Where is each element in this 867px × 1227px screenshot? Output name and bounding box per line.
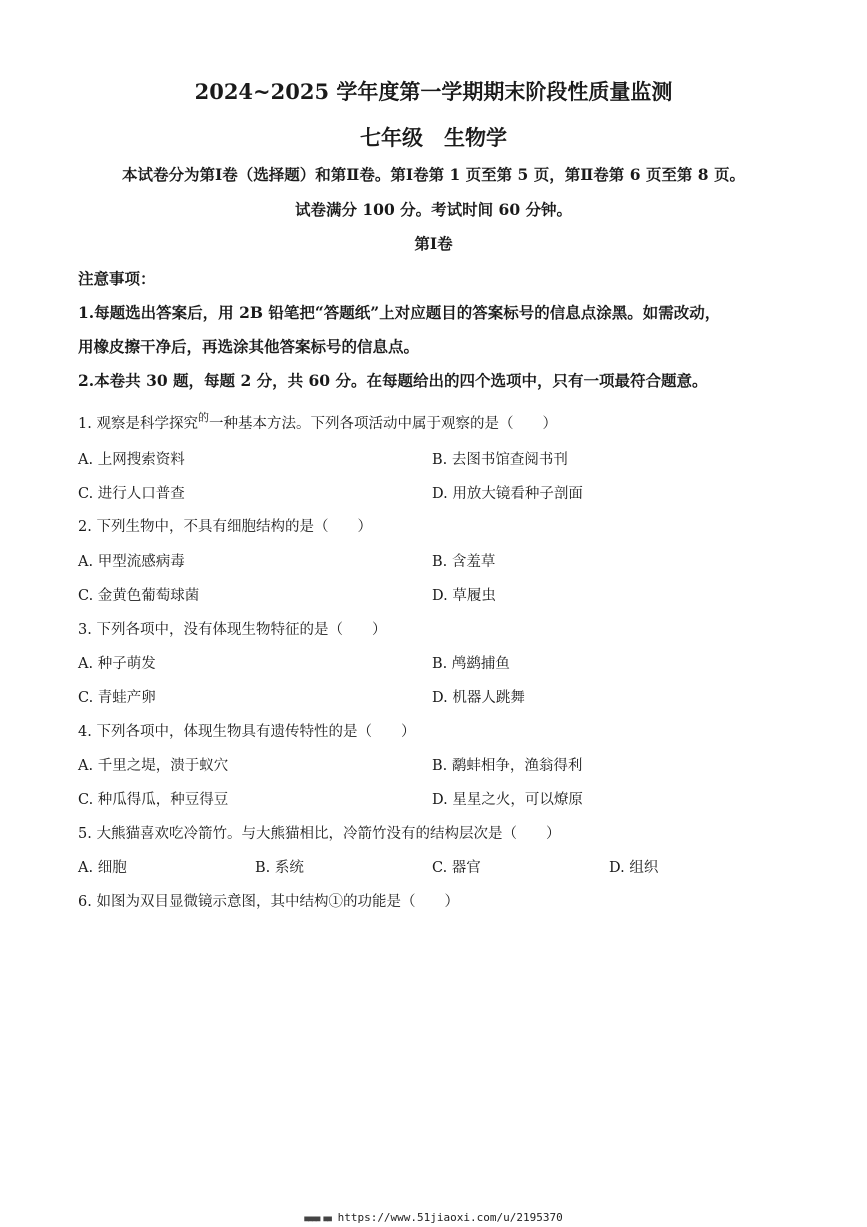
question-3-option-a: A. 种子萌发 xyxy=(78,656,156,672)
question-4-option-d: D. 星星之火，可以燎原 xyxy=(432,792,583,808)
question-3-option-c: C. 青蛙产卵 xyxy=(78,690,156,706)
question-3-option-d: D. 机器人跳舞 xyxy=(432,690,525,706)
question-1-option-a: A. 上网搜索资料 xyxy=(78,452,185,468)
question-4-stem: 4. 下列各项中，体现生物具有遗传特性的是（ ） xyxy=(78,724,416,740)
question-2-option-c: C. 金黄色葡萄球菌 xyxy=(78,588,200,604)
notes-item-1-line-1: 1.每题选出答案后，用 2B 铅笔把“答题纸”上对应题目的答案标号的信息点涂黑。如需改动， xyxy=(78,303,721,322)
question-1-stem-superscript: 的 xyxy=(197,411,209,424)
question-1-stem xyxy=(78,412,557,433)
footer xyxy=(0,1211,867,1224)
notes-item-1-line-2: 用橡皮擦干净后，再选涂其他答案标号的信息点。 xyxy=(78,337,420,356)
question-1-stem-part: 一种基本方法。下列各项活动中属于观察的是（ ） xyxy=(208,416,557,432)
question-5-option-a: A. 细胞 xyxy=(78,860,127,876)
question-2-option-a: A. 甲型流感病毒 xyxy=(78,554,185,570)
question-5-option-b: B. 系统 xyxy=(255,860,304,876)
question-4-option-c: C. 种瓜得瓜，种豆得豆 xyxy=(78,792,229,808)
question-2-stem: 2. 下列生物中，不具有细胞结构的是（ ） xyxy=(78,519,372,535)
question-5-option-c: C. 器官 xyxy=(432,860,481,876)
exam-subtitle: 七年级 生物学 xyxy=(360,125,507,150)
question-6-stem: 6. 如图为双目显微镜示意图，其中结构①的功能是（ ） xyxy=(78,894,459,910)
question-4-option-a: A. 千里之堤，溃于蚁穴 xyxy=(78,758,229,774)
question-1-option-c: C. 进行人口普查 xyxy=(78,486,185,502)
question-3-stem: 3. 下列各项中，没有体现生物特征的是（ ） xyxy=(78,622,387,638)
question-3-option-b: B. 鸬鹚捕鱼 xyxy=(432,656,510,672)
notes-item-2: 2.本卷共 30 题，每题 2 分，共 60 分。在每题给出的四个选项中，只有一项最符合题意。 xyxy=(78,371,708,390)
intro-line-1: 本试卷分为第Ⅰ卷（选择题）和第Ⅱ卷。第Ⅰ卷第 1 页至第 5 页，第Ⅱ卷第 6 页至第 8 页。 xyxy=(122,165,745,184)
question-1-stem-part: 1. 观察是科学探究 xyxy=(78,416,198,432)
section-heading: 第Ⅰ卷 xyxy=(414,234,453,253)
question-4-option-b: B. 鹬蚌相争，渔翁得利 xyxy=(432,758,583,774)
question-1-option-b: B. 去图书馆查阅书刊 xyxy=(432,452,568,468)
question-2-option-b: B. 含羞草 xyxy=(432,554,496,570)
intro-line-2: 试卷满分 100 分。考试时间 60 分钟。 xyxy=(294,200,572,219)
notes-heading: 注意事项： xyxy=(78,269,156,288)
footer-url[interactable]: https://www.51jiaoxi.com/u/2195370 xyxy=(337,1211,563,1224)
question-2-option-d: D. 草履虫 xyxy=(432,588,496,604)
question-1-option-d: D. 用放大镜看种子剖面 xyxy=(432,486,583,502)
question-5-option-d: D. 组织 xyxy=(609,860,659,876)
footer-watermark: ■■■■ ■■ xyxy=(304,1214,331,1223)
exam-title: 2024~2025 学年度第一学期期末阶段性质量监测 xyxy=(194,79,673,104)
question-5-stem: 5. 大熊猫喜欢吃冷箭竹。与大熊猫相比，冷箭竹没有的结构层次是（ ） xyxy=(78,826,561,842)
